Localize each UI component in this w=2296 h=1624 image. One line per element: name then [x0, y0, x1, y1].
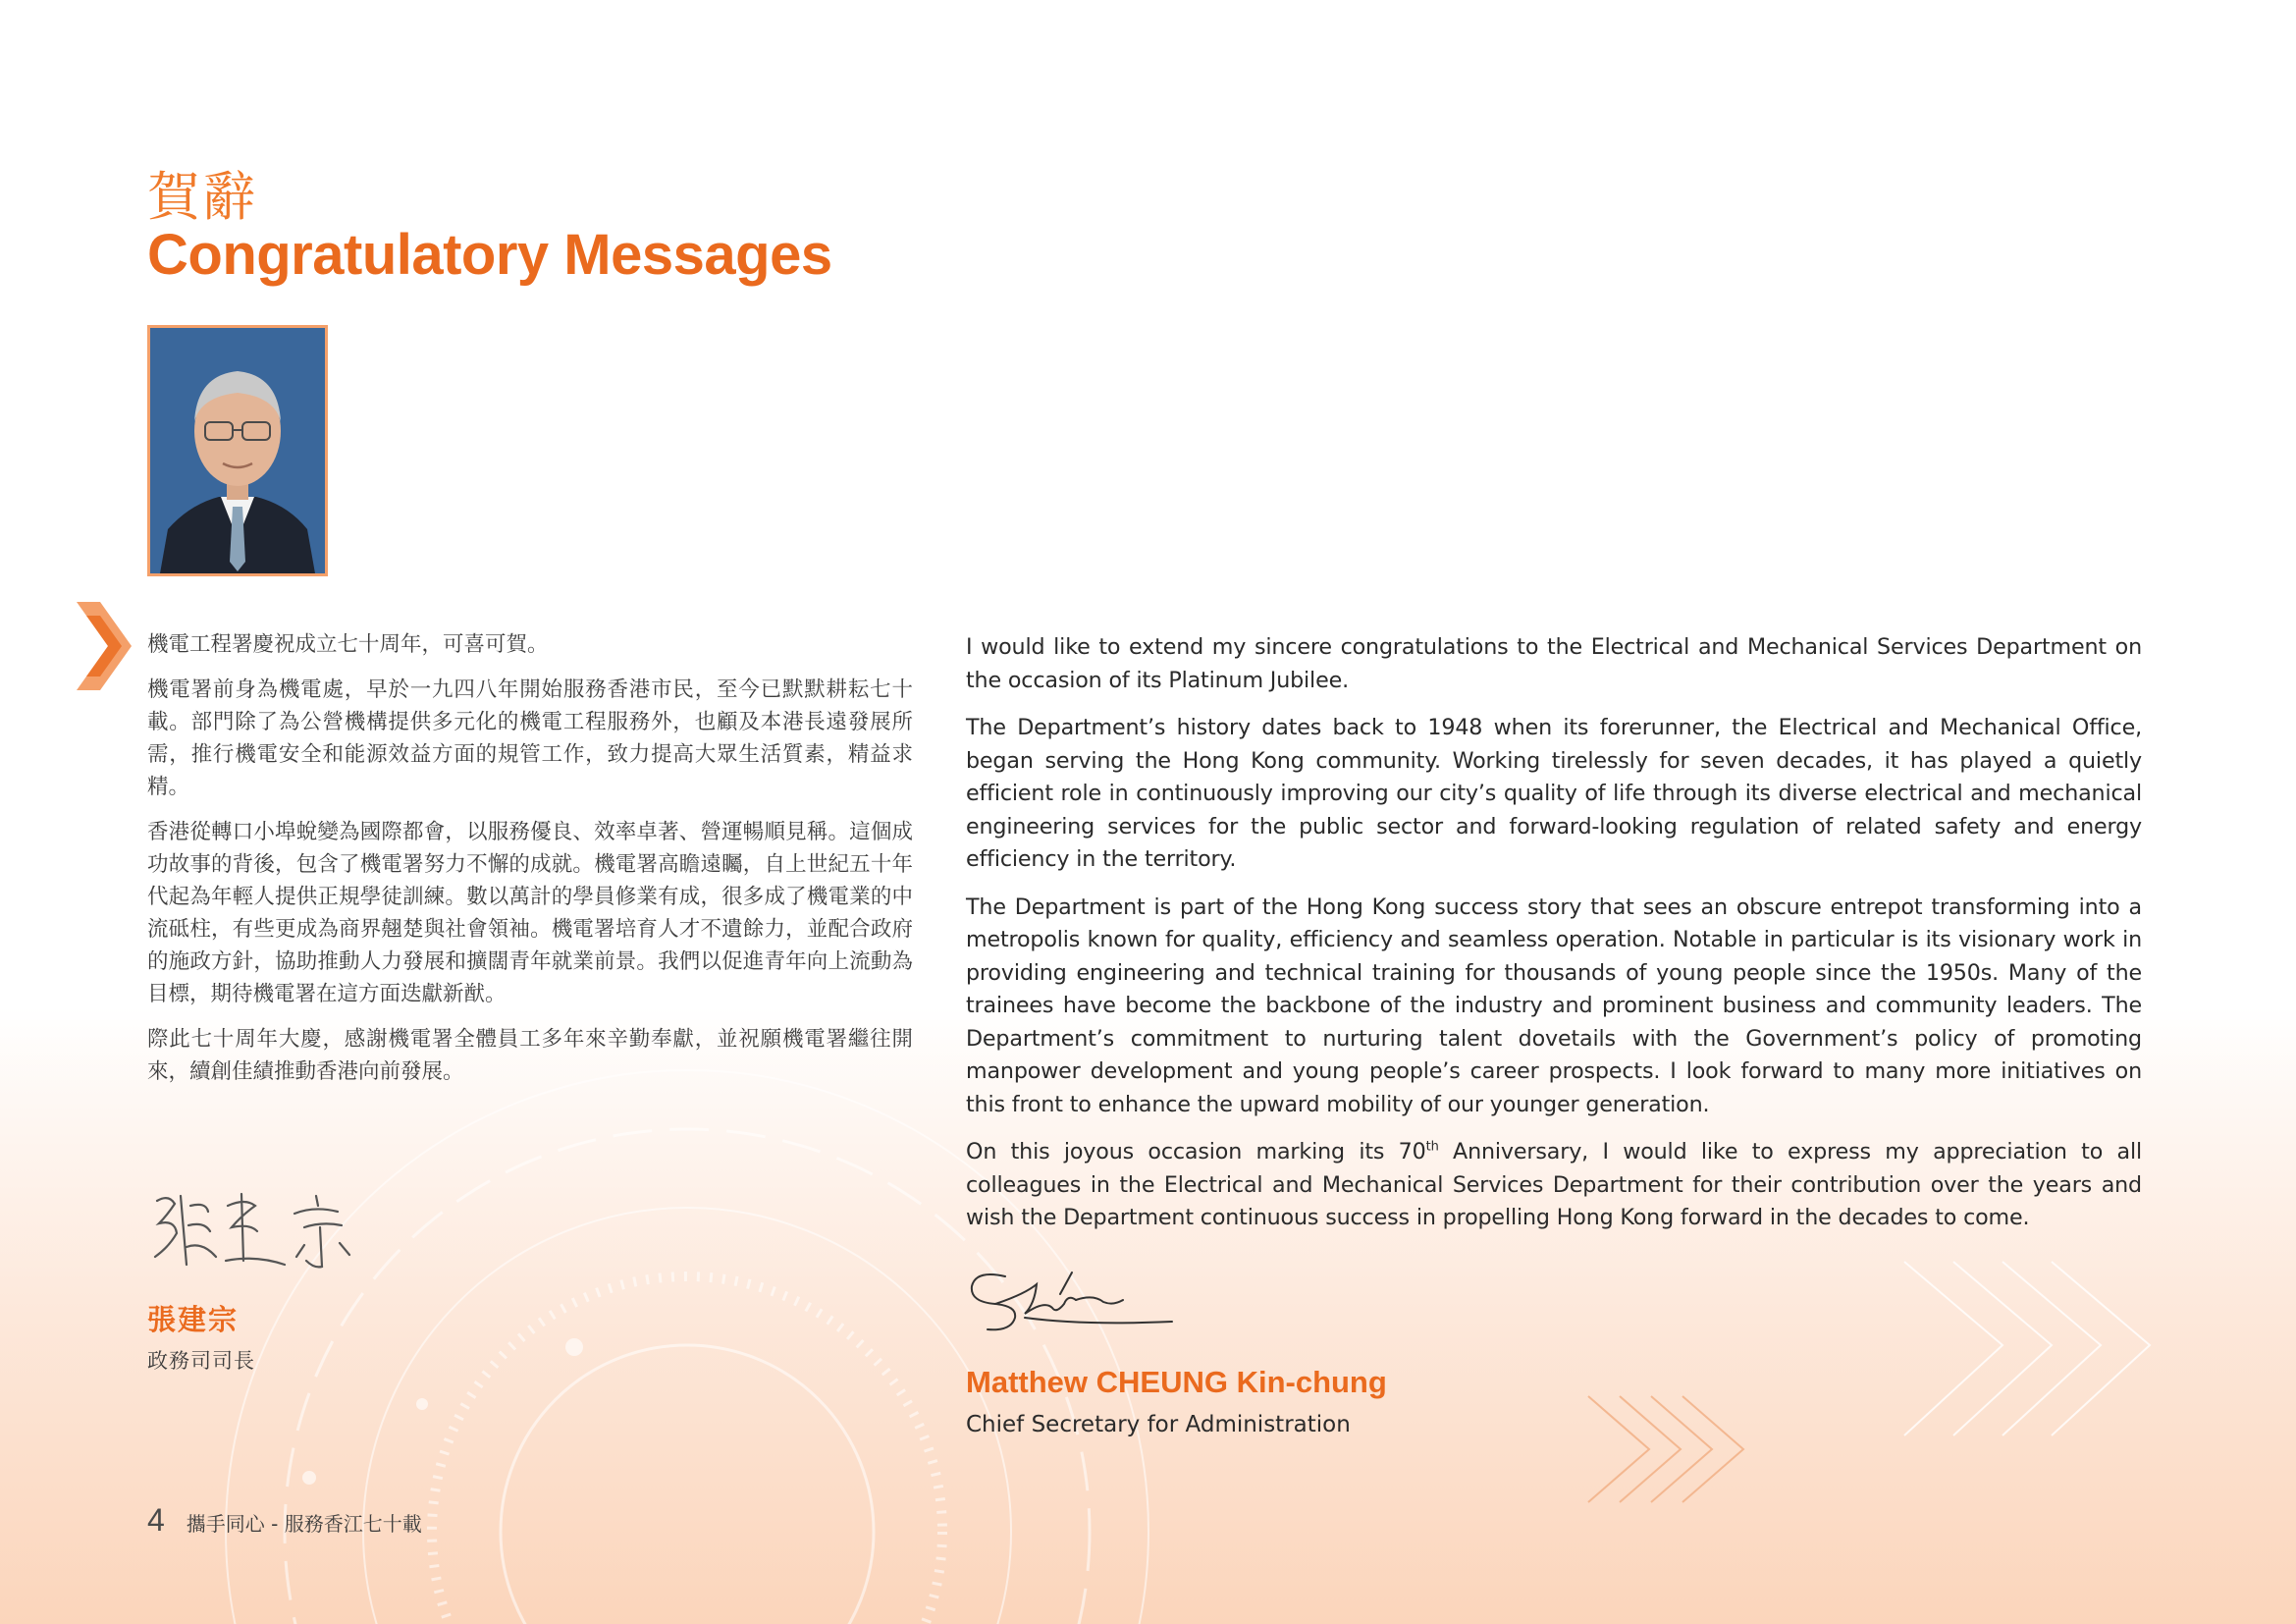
footer-text: 攜手同心 - 服務香江七十載: [186, 1512, 422, 1536]
chevron-decoration-small: [1588, 1396, 1743, 1502]
chinese-signatory-role: 政務司司長: [147, 1349, 255, 1373]
portrait-icon: [150, 328, 325, 573]
en-paragraph-1: I would like to extend my sincere congratulations to the Electrical and Mechanical Services Department on the occasion of its Platinum Jubilee.: [966, 634, 2142, 693]
chevron-marker-icon: [77, 602, 132, 690]
chinese-signature: [147, 1176, 378, 1274]
ordinal-suffix: th: [1425, 1139, 1439, 1155]
zh-paragraph-3: 香港從轉口小埠蛻變為國際都會，以服務優良、效率卓著、營運暢順見稱。這個成功故事的背後，包含了機電署努力不懈的成就。機電署高瞻遠矚，自上世紀五十年代起為年輕人提供正規學徒訓練。數以萬計的學員修業有成，很多成了機電業的中流砥柱，有些更成為商界翹楚與社會領袖。機電署培育人才不遺餘力，並配合政府的施政方針，協助推動人力發展和擴闊青年就業前景。我們以促進青年向上流動為目標，期待機電署在這方面迭獻新猷。: [147, 820, 913, 1006]
chevron-decoration-right: [1904, 1262, 2150, 1435]
page-title: Congratulatory Messages: [147, 223, 832, 287]
english-signatory-name: Matthew CHEUNG Kin-chung: [966, 1365, 1387, 1399]
en-paragraph-4-start: On this joyous occasion marking its 70: [966, 1139, 1426, 1164]
portrait-photo: [147, 325, 328, 576]
title-chinese: 賀辭: [147, 166, 257, 228]
en-paragraph-3: The Department is part of the Hong Kong success story that sees an obscure entrepot transforming into a metropolis known for quality, efficiency and seamless operation. Notable in particular is its visionary work in providing engineering and technical training for thousands of young people since the 1950s. Many of the trainees have become the backbone of the industry and prominent business and community leaders. The Department’s commitment to nurturing talent dovetails with the Government’s policy of promoting manpower development and young people’s career prospects. I look forward to many more initiatives on this front to enhance the upward mobility of our younger generation.: [966, 893, 2142, 1117]
chinese-message: [147, 628, 913, 1101]
page-number: 4: [147, 1502, 165, 1538]
zh-paragraph-1: 機電工程署慶祝成立七十周年，可喜可賀。: [147, 632, 549, 657]
en-paragraph-4-end: Anniversary, I would like to express my appreciation to all colleagues in the Electrical and Mechanical Services Department for their contribution over the years and wish the Department continuous success in propelling Hong Kong forward in the decades to come.: [966, 1139, 2142, 1230]
zh-paragraph-2: 機電署前身為機電處，早於一九四八年開始服務香港市民，至今已默默耕耘七十載。部門除了為公營機構提供多元化的機電工程服務外，也顧及本港長遠發展所需，推行機電安全和能源效益方面的規管工作，致力提高大眾生活質素，精益求精。: [147, 677, 913, 799]
en-paragraph-4: [966, 1136, 2142, 1235]
en-paragraph-2: The Department’s history dates back to 1948 when its forerunner, the Electrical and Mechanical Office, began serving the Hong Kong community. Working tirelessly for seven decades, it has played a quietly efficient role in continuously improving our city’s quality of life through its diverse electrical and mechanical engineering services for the public sector and forward-looking regulation of related safety and energy efficiency in the territory.: [966, 715, 2142, 872]
english-signature: [966, 1265, 1182, 1338]
english-signatory-role: Chief Secretary for Administration: [966, 1412, 1351, 1437]
footer: [147, 1502, 422, 1539]
zh-paragraph-4: 際此七十周年大慶，感謝機電署全體員工多年來辛勤奉獻，並祝願機電署繼往開來，續創佳績推動香港向前發展。: [147, 1027, 913, 1084]
english-message: [966, 631, 2142, 1250]
chinese-signatory-name: 張建宗: [147, 1303, 240, 1336]
